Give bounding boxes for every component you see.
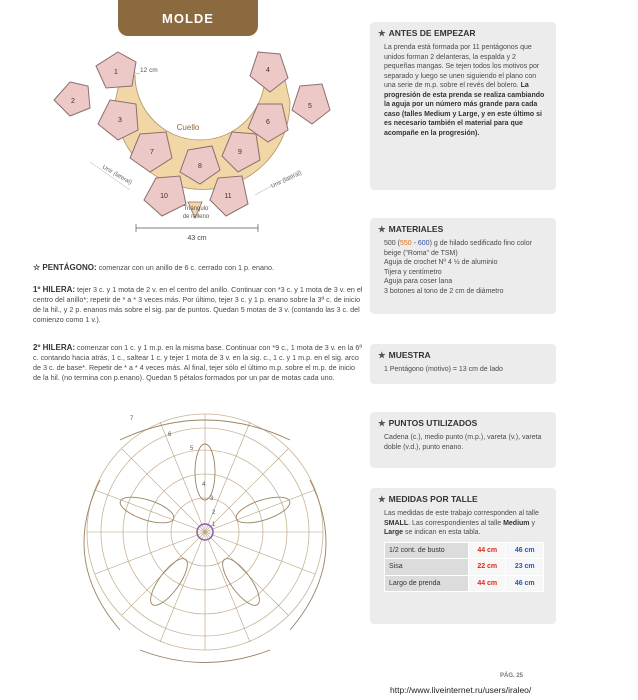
width-label: 43 cm xyxy=(187,235,207,242)
pentagon-1-number: 1 xyxy=(114,69,118,76)
materiales-line-1: 500 (550 - 600) g de hilado sedificado fino color beige ("Roma" de TSM) xyxy=(384,240,532,257)
collar-label: Cuello xyxy=(176,123,200,132)
pentagon-3-number: 3 xyxy=(118,117,122,124)
box-materiales-title: ★ MATERIALES xyxy=(378,224,444,234)
box-muestra-text: 1 Pentágono (motivo) = 13 cm de lado xyxy=(384,366,503,373)
materiales-line-5: 3 botones al tono de 2 cm de diámetro xyxy=(384,287,504,295)
large-value: 46 cm xyxy=(506,575,544,592)
collar-dim: 12 cm xyxy=(140,67,158,74)
large-value: 46 cm xyxy=(506,542,544,559)
molde-tab: MOLDE xyxy=(118,0,258,36)
box-medidas-title: ★ MEDIDAS POR TALLE xyxy=(378,494,478,504)
medium-value: 44 cm xyxy=(469,575,506,592)
source-url[interactable]: http://www.liveinternet.ru/users/iraleo/ xyxy=(390,685,532,695)
pentagons xyxy=(54,52,330,216)
chart-number-5: 5 xyxy=(190,446,194,452)
triangle-label-1: Triángulo xyxy=(183,206,209,212)
chart-spokes xyxy=(87,414,323,650)
star-icon: ★ xyxy=(378,494,386,504)
table-row xyxy=(385,559,544,576)
box-muestra-title: ★ MUESTRA xyxy=(378,350,431,360)
row-label: 1/2 cont. de busto xyxy=(385,542,469,559)
page-number: PÁG. 25 xyxy=(500,673,524,679)
medium-value: 44 cm xyxy=(469,542,506,559)
box-antes-text: La prenda está formada por 11 pentágonos que unidos forman 2 delanteras, la espalda y 2 pequeñas mangas. Se tejen todos los motivos por separado y luego se unen siguiendo el plano con una serie de m.p. sobre el revés del bolero. xyxy=(384,44,540,89)
pentagon-10-number: 10 xyxy=(160,193,168,200)
sizes-table xyxy=(384,542,544,593)
box-puntos xyxy=(370,412,556,468)
seam-label-right: Unir (lateral) xyxy=(270,170,303,190)
row1-text: tejer 3 c. y 1 mota de 2 v. en el centro del anillo. Continuar con *3 c. y 1 mota de 3 v. en el centro del anillo*; repetir de * a * 3 veces más. Por último, tejer 3 c. y 1 p. enano sobre la 3ª c. de inicio de la hil., y 2 p. enanos más sobre el sig. par de puntos. Quedan 5 motas de 3 v. (contando las 3 c. del comienzo como 1 v.). xyxy=(33,285,363,324)
materiales-line-4: Aguja para coser lana xyxy=(384,278,453,285)
box-puntos-title: ★ PUNTOS UTILIZADOS xyxy=(378,418,478,428)
pentagon-4-number: 4 xyxy=(266,67,270,74)
star-icon: ★ xyxy=(378,350,386,360)
box-materiales xyxy=(370,218,556,314)
triangle-label-2: de relleno xyxy=(182,214,210,220)
star-icon: ★ xyxy=(378,28,386,38)
star-icon: ★ xyxy=(378,418,386,428)
pentagon-11-number: 11 xyxy=(224,193,232,200)
medium-value: 22 cm xyxy=(469,559,506,576)
row2-title: 2º HILERA: xyxy=(33,343,76,352)
box-puntos-text: Cadena (c.), medio punto (m.p.), vareta (v.), vareta doble (v.d.), punto enano. xyxy=(384,434,542,451)
row-label: Largo de prenda xyxy=(385,575,469,592)
chart-number-4: 4 xyxy=(202,482,206,488)
pentagon-6-number: 6 xyxy=(266,119,270,126)
table-row xyxy=(385,575,544,592)
pentagon-instruction xyxy=(33,263,363,273)
pentagon-5-number: 5 xyxy=(308,103,312,110)
box-antes-bold: La progresión de esta prenda se realiza cambiando la aguja por un número más grande para cada caso (talles Medium y Large, y en este último si es necesario también el material para que acompañe en la progresión). xyxy=(384,82,545,137)
chart-number-2: 2 xyxy=(212,510,216,516)
chart-number-1: 1 xyxy=(212,522,216,528)
row2-text: comenzar con 1 c. y 1 m.p. en la misma base. Continuar con *9 c., 1 mota de 3 v. en la 6ª c. contando hacia atrás, 1 c., saltear 1 c. y tejer 1 mota de 3 v. en la sig. c., 1 c. y 1 m.p. en el sig. arco de 3 c. de base*. Repetir de * a * 4 veces más. Al final, tejer sólo el último m.p. sobre el m.p. de inicio de la hil. (no termina con p.enano). Quedan 5 pétalos formados por un par de motas cada uno. xyxy=(33,343,363,382)
chart-number-3: 3 xyxy=(210,496,214,502)
box-medidas xyxy=(370,488,556,624)
materiales-line-2: Aguja de crochet Nº 4 ½ de aluminio xyxy=(384,259,498,266)
box-muestra xyxy=(370,344,556,384)
chart-number-7: 7 xyxy=(130,416,134,422)
medidas-intro: Las medidas de este trabajo corresponden al talle SMALL. Las correspondientes al talle Medium y Large se indican en esta tabla. xyxy=(384,510,539,536)
box-antes xyxy=(370,22,556,190)
pentagon-9-number: 9 xyxy=(238,149,242,156)
row1-instruction xyxy=(33,285,363,325)
materiales-line-3: Tijera y centímetro xyxy=(384,268,442,276)
pentagon-7-number: 7 xyxy=(150,149,154,156)
pentagon-8-number: 8 xyxy=(198,163,202,170)
seam-label-left: Unir (lateral) xyxy=(101,164,133,187)
row-label: Sisa xyxy=(385,559,469,576)
pentagon-title: ☆ PENTÁGONO: xyxy=(33,263,97,272)
row1-title: 1º HILERA: xyxy=(33,285,76,294)
box-antes-title: ★ ANTES DE EMPEZAR xyxy=(378,28,476,38)
crochet-chart xyxy=(60,400,350,670)
star-icon: ★ xyxy=(378,224,386,234)
row2-instruction xyxy=(33,343,363,383)
pentagon-2-number: 2 xyxy=(71,98,75,105)
table-row xyxy=(385,542,544,559)
chart-number-6: 6 xyxy=(168,432,172,438)
pentagon-text: comenzar con un anillo de 6 c. cerrado con 1 p. enano. xyxy=(98,263,275,272)
pattern-diagram xyxy=(40,30,340,250)
large-value: 23 cm xyxy=(506,559,544,576)
